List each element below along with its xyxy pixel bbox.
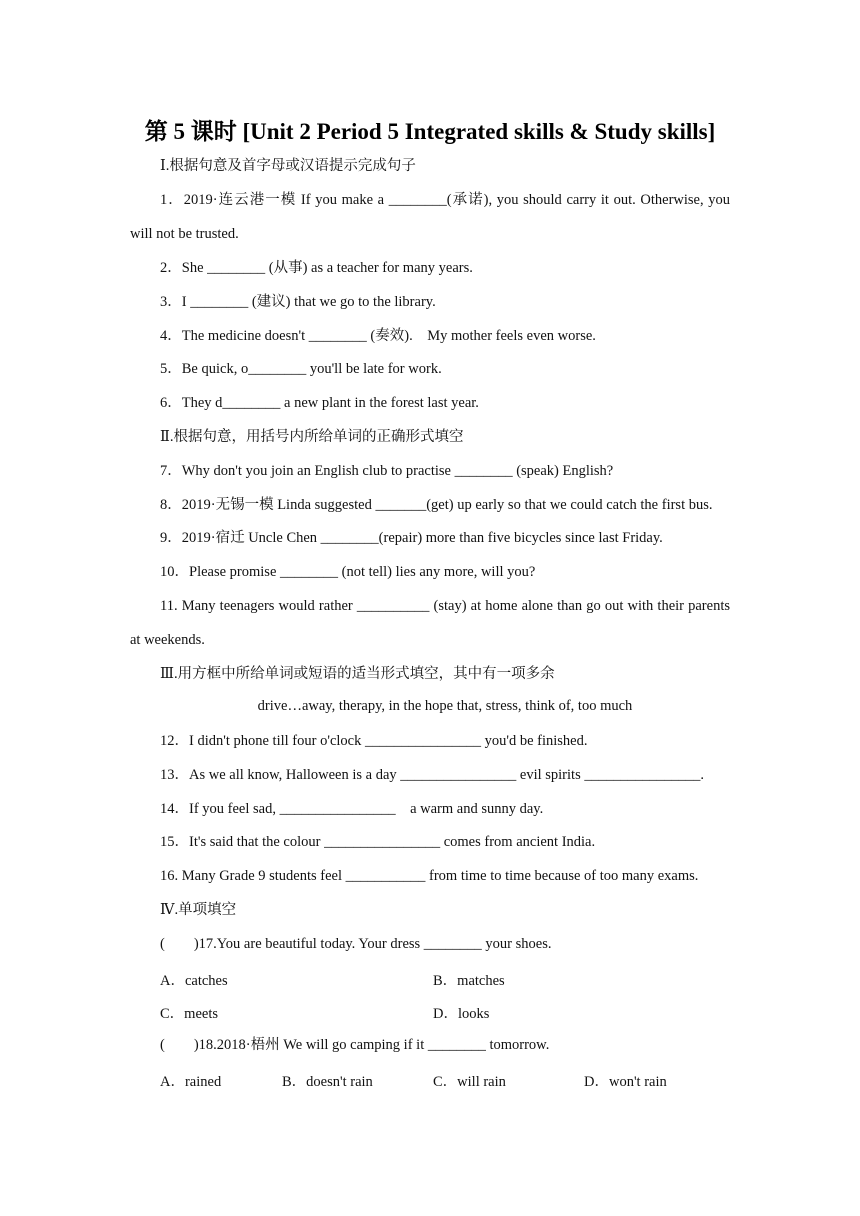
question-13: 13．As we all know, Halloween is a day ________________ evil spirits ________________.: [160, 767, 704, 783]
question-1: 1．2019·连云港一模 If you make a ________(承诺), you should carry it out. Otherwise, you will not be trusted.: [130, 192, 730, 242]
question-6: 6．They d________ a new plant in the forest last year.: [160, 395, 479, 411]
question-18-option-a: A．rained: [160, 1074, 222, 1090]
question-14: 14．If you feel sad, ________________ a warm and sunny day.: [160, 801, 544, 817]
question-10: 10．Please promise ________ (not tell) lies any more, will you?: [160, 564, 536, 580]
question-11: 11. Many teenagers would rather __________ (stay) at home alone than go out with their parents at weekends.: [130, 598, 730, 648]
question-18-option-d: D．won't rain: [584, 1074, 667, 1090]
question-3: 3．I ________ (建议) that we go to the library.: [160, 294, 436, 310]
question-16: 16. Many Grade 9 students feel ___________ from time to time because of too many exams.: [160, 868, 699, 884]
section-1-heading: Ⅰ.根据句意及首字母或汉语提示完成句子: [160, 158, 416, 174]
question-18-option-c: C．will rain: [433, 1074, 506, 1090]
word-box: drive…away, therapy, in the hope that, stress, think of, too much: [257, 698, 633, 714]
page-title: 第 5 课时 [Unit 2 Period 5 Integrated skills & Study skills]: [144, 119, 716, 144]
question-17-option-a: A．catches: [160, 973, 228, 989]
section-2-heading: Ⅱ.根据句意，用括号内所给单词的正确形式填空: [160, 429, 464, 445]
question-17-option-c: C．meets: [160, 1006, 218, 1022]
question-4: 4．The medicine doesn't ________ (奏效). My mother feels even worse.: [160, 328, 596, 344]
question-5: 5．Be quick, o________ you'll be late for work.: [160, 361, 442, 377]
question-18-option-b: B．doesn't rain: [282, 1074, 373, 1090]
question-12: 12．I didn't phone till four o'clock ________________ you'd be finished.: [160, 733, 588, 749]
question-17-option-b: B．matches: [433, 973, 505, 989]
question-2: 2．She ________ (从事) as a teacher for many years.: [160, 260, 473, 276]
question-15: 15．It's said that the colour ________________ comes from ancient India.: [160, 834, 596, 850]
question-18-stem: ( )18.2018·梧州 We will go camping if it ________ tomorrow.: [160, 1037, 550, 1053]
section-4-heading: Ⅳ.单项填空: [160, 902, 237, 918]
question-17-stem: ( )17.You are beautiful today. Your dress ________ your shoes.: [160, 936, 552, 952]
question-17-option-d: D．looks: [433, 1006, 490, 1022]
section-3-heading: Ⅲ.用方框中所给单词或短语的适当形式填空，其中有一项多余: [160, 666, 555, 682]
question-8: 8．2019·无锡一模 Linda suggested _______(get) up early so that we could catch the first bus.: [160, 497, 713, 513]
question-7: 7．Why don't you join an English club to practise ________ (speak) English?: [160, 463, 614, 479]
question-9: 9．2019·宿迁 Uncle Chen ________(repair) more than five bicycles since last Friday.: [160, 530, 663, 546]
